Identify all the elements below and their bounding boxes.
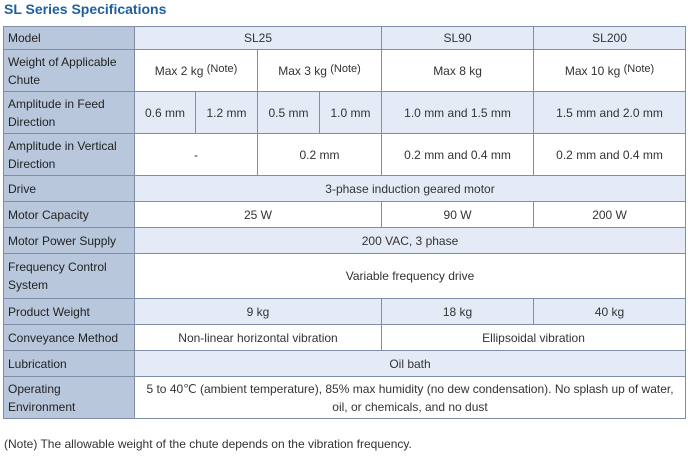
page-title: SL Series Specifications [4, 1, 167, 17]
cell-product-weight-sl200: 40 kg [534, 299, 686, 325]
table-row-model [4, 27, 686, 50]
cell-chute-weight-sl90: Max 8 kg [382, 50, 534, 92]
table-row-amp-feed [4, 92, 686, 134]
cell-capacity-sl25: 25 W [135, 202, 382, 228]
table-row-amp-vert [4, 134, 686, 176]
cell-conveyance-sl90-sl200: Ellipsoidal vibration [382, 325, 686, 351]
row-label-product-weight: Product Weight [4, 299, 135, 325]
row-label-amp-vert: Amplitude in Vertical Direction [4, 134, 135, 176]
cell-chute-weight-sl25b [258, 50, 382, 92]
cell-freq: Variable frequency drive [135, 254, 686, 299]
row-label-conveyance: Conveyance Method [4, 325, 135, 351]
table-row-product-weight [4, 299, 686, 325]
cell-amp-vert-sl25b: 0.2 mm [258, 134, 382, 176]
cell-amp-feed-2: 1.2 mm [196, 92, 258, 134]
cell-environment: 5 to 40℃ (ambient temperature), 85% max humidity (no dew condensation). No splash up of water, oil, or chemicals, and no dust [135, 377, 686, 419]
table-row-conveyance [4, 325, 686, 351]
cell-amp-feed-sl200: 1.5 mm and 2.0 mm [534, 92, 686, 134]
row-label-environment: Operating Environment [4, 377, 135, 419]
cell-chute-weight-sl200 [534, 50, 686, 92]
table-row-power [4, 228, 686, 254]
row-label-model: Model [4, 27, 135, 50]
row-label-power: Motor Power Supply [4, 228, 135, 254]
note-mark: (Note) [330, 62, 361, 75]
cell-conveyance-sl25: Non-linear horizontal vibration [135, 325, 382, 351]
cell-product-weight-sl25: 9 kg [135, 299, 382, 325]
row-label-amp-feed: Amplitude in Feed Direction [4, 92, 135, 134]
table-row-drive [4, 176, 686, 202]
cell-amp-feed-1: 0.6 mm [135, 92, 196, 134]
value-text: Max 10 kg [564, 63, 621, 78]
cell-amp-feed-4: 1.0 mm [320, 92, 382, 134]
note-mark: (Note) [206, 62, 238, 75]
row-label-lubrication: Lubrication [4, 351, 135, 377]
table-row-capacity [4, 202, 686, 228]
cell-drive: 3-phase induction geared motor [135, 176, 686, 202]
row-label-drive: Drive [4, 176, 135, 202]
header-sl25: SL25 [135, 27, 382, 50]
row-label-chute-weight: Weight of Applicable Chute [4, 50, 135, 92]
cell-amp-vert-sl25a: - [135, 134, 258, 176]
table-row-environment [4, 377, 686, 419]
footnote: (Note) The allowable weight of the chute depends on the vibration frequency. [4, 437, 412, 451]
header-sl90: SL90 [382, 27, 534, 50]
table-row-freq [4, 254, 686, 299]
cell-product-weight-sl90: 18 kg [382, 299, 534, 325]
value-text: Max 2 kg [154, 63, 204, 78]
cell-amp-vert-sl200: 0.2 mm and 0.4 mm [534, 134, 686, 176]
table-row-chute-weight [4, 50, 686, 92]
row-label-capacity: Motor Capacity [4, 202, 135, 228]
cell-power: 200 VAC, 3 phase [135, 228, 686, 254]
spec-table [3, 26, 686, 419]
row-label-freq: Frequency Control System [4, 254, 135, 299]
cell-capacity-sl200: 200 W [534, 202, 686, 228]
cell-amp-feed-sl90: 1.0 mm and 1.5 mm [382, 92, 534, 134]
cell-capacity-sl90: 90 W [382, 202, 534, 228]
table-row-lubrication [4, 351, 686, 377]
cell-amp-vert-sl90: 0.2 mm and 0.4 mm [382, 134, 534, 176]
cell-lubrication: Oil bath [135, 351, 686, 377]
note-mark: (Note) [623, 62, 655, 75]
cell-amp-feed-3: 0.5 mm [258, 92, 320, 134]
header-sl200: SL200 [534, 27, 686, 50]
cell-chute-weight-sl25a [135, 50, 258, 92]
value-text: Max 3 kg [278, 63, 327, 78]
